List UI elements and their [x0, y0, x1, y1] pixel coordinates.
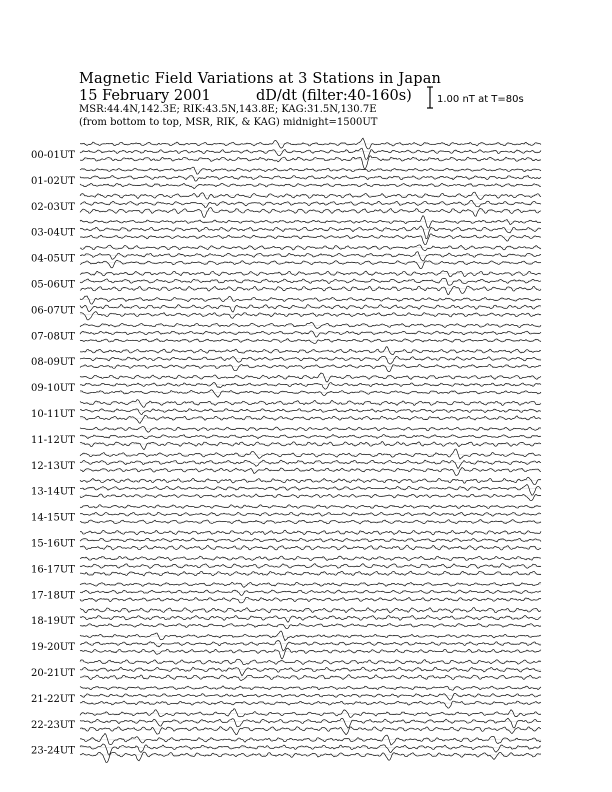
hour-label: 23-24UT [31, 745, 75, 757]
trace-rik [80, 176, 541, 182]
hour-label: 15-16UT [31, 538, 75, 550]
hour-label: 12-13UT [31, 460, 75, 472]
hour-label: 13-14UT [31, 486, 75, 498]
hour-label: 00-01UT [31, 150, 75, 161]
hour-label: 21-22UT [31, 693, 75, 705]
hour-label: 19-20UT [31, 642, 75, 654]
hour-label: 04-05UT [31, 253, 75, 265]
hour-label: 02-03UT [31, 201, 75, 213]
trace-rik [80, 718, 541, 728]
trace-msr [80, 727, 541, 735]
hour-label: 07-08UT [31, 331, 75, 343]
trace-rik [80, 641, 541, 651]
trace-kag [80, 400, 541, 408]
trace-kag [80, 347, 541, 355]
trace-kag [80, 138, 541, 149]
trace-msr [80, 390, 541, 397]
trace-rik [80, 460, 541, 468]
trace-kag [80, 631, 541, 641]
trace-kag [80, 733, 541, 745]
trace-rik [80, 252, 541, 261]
trace-rik [80, 615, 541, 622]
hour-label: 20-21UT [31, 668, 75, 679]
trace-rik [80, 304, 541, 312]
trace-msr [80, 467, 541, 475]
trace-rik [80, 744, 541, 755]
trace-kag [80, 477, 541, 484]
trace-rik [80, 278, 541, 285]
trace-rik [80, 331, 541, 337]
trace-msr [80, 675, 541, 681]
trace-kag [80, 427, 541, 433]
trace-order-note: (from bottom to top, MSR, RIK, & KAG) midnight=1500UT [79, 117, 378, 128]
scale-bar-label: 1.00 nT at T=80s [437, 94, 524, 105]
trace-rik [80, 484, 541, 495]
trace-rik [80, 409, 541, 415]
trace-kag [80, 296, 541, 304]
trace-kag [80, 449, 541, 459]
hour-label: 11-12UT [31, 434, 75, 446]
trace-msr [80, 208, 541, 218]
trace-msr [80, 494, 541, 501]
trace-rik [80, 382, 541, 389]
trace-msr [80, 623, 541, 628]
trace-rik [80, 590, 541, 595]
hour-label: 08-09UT [31, 357, 75, 369]
hour-label: 10-11UT [31, 409, 75, 420]
chart-title: Magnetic Field Variations at 3 Stations in Japan [79, 71, 442, 87]
trace-kag [80, 245, 541, 251]
trace-rik [80, 201, 541, 208]
hour-label: 01-02UT [31, 175, 75, 187]
trace-kag [80, 709, 541, 718]
hour-label: 17-18UT [31, 590, 75, 602]
trace-msr [80, 415, 541, 423]
chart-component-filter: dD/dt (filter:40-160s) [256, 88, 412, 104]
trace-rik [80, 356, 541, 364]
scale-bar [427, 87, 433, 108]
trace-msr [80, 312, 541, 320]
hour-label: 09-10UT [31, 383, 75, 395]
trace-kag [80, 582, 541, 587]
trace-msr [80, 286, 541, 295]
hour-label: 06-07UT [31, 305, 75, 317]
trace-msr [80, 364, 541, 371]
trace-rik [80, 667, 541, 676]
hour-label: 16-17UT [31, 564, 75, 576]
trace-msr [80, 441, 541, 449]
hour-label: 18-19UT [31, 616, 75, 628]
trace-msr [80, 752, 541, 762]
trace-msr [80, 234, 541, 245]
chart-date: 15 February 2001 [79, 88, 211, 104]
trace-rows [31, 138, 541, 762]
trace-msr [80, 597, 541, 603]
trace-msr [80, 648, 541, 659]
trace-kag [80, 167, 541, 174]
trace-msr [80, 260, 541, 268]
hour-label: 05-06UT [31, 279, 75, 291]
station-coordinates: MSR:44.4N,142.3E; RIK:43.5N,143.8E; KAG:31.5N,130.7E [79, 104, 377, 115]
hour-label: 03-04UT [31, 227, 75, 239]
trace-rik [80, 693, 541, 700]
hour-label: 22-23UT [31, 719, 75, 731]
trace-kag [80, 373, 541, 382]
hour-label: 14-15UT [31, 512, 75, 524]
trace-msr [80, 339, 541, 344]
trace-msr [80, 156, 541, 169]
trace-msr [80, 701, 541, 708]
trace-kag [80, 271, 541, 277]
trace-msr [80, 183, 541, 188]
